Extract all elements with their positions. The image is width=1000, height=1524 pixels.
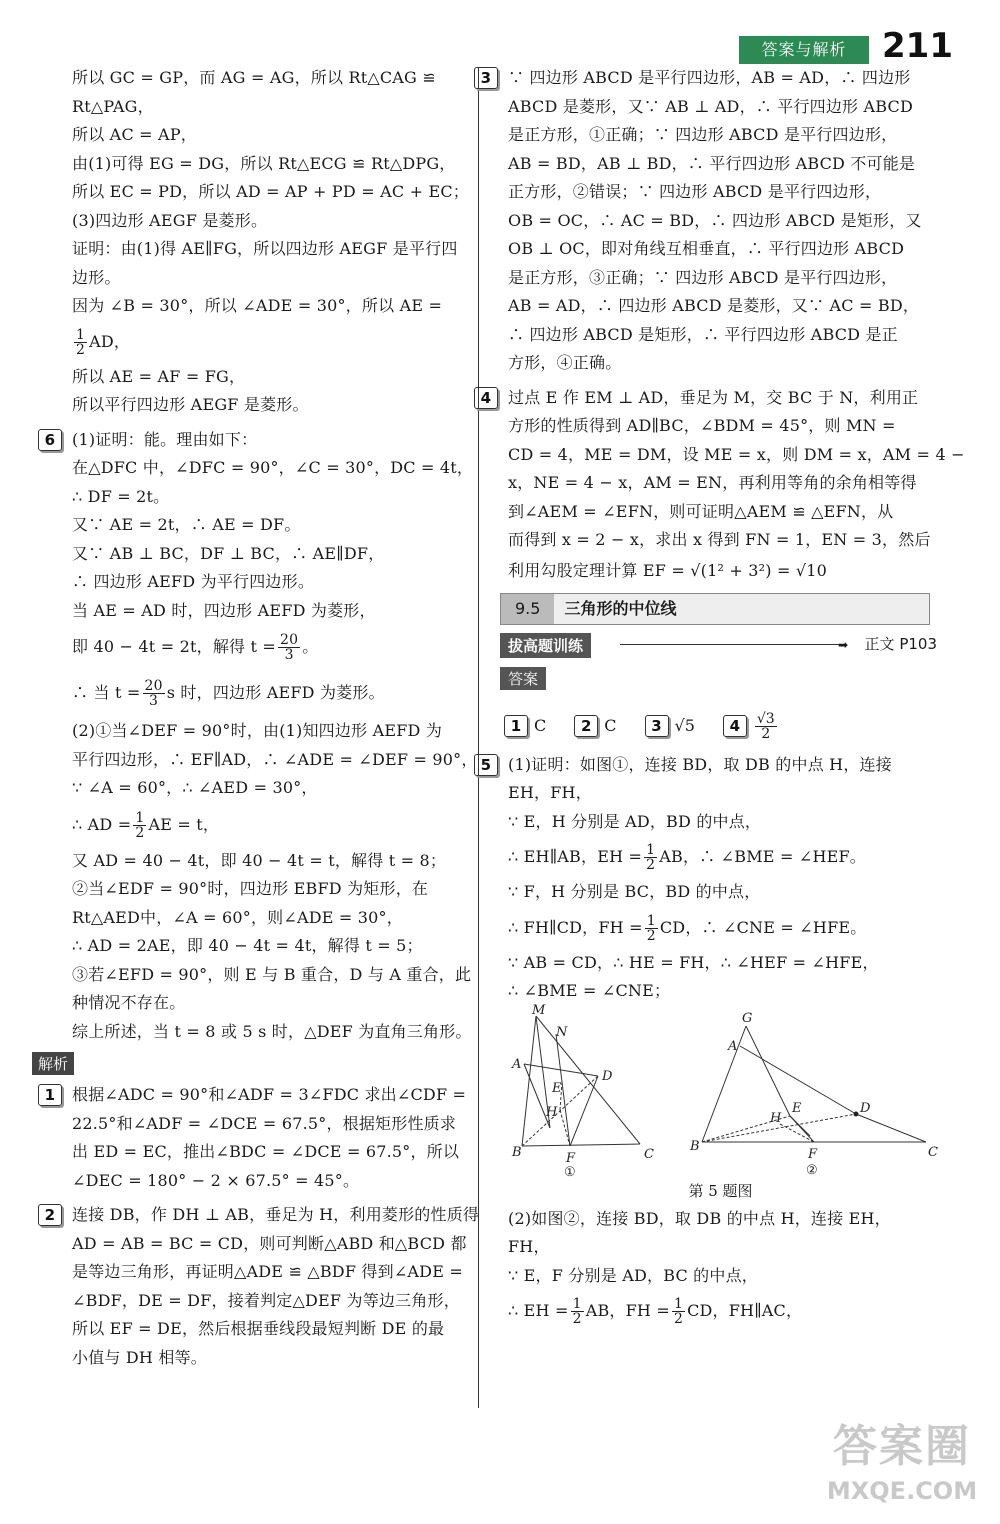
figure-line xyxy=(522,1144,640,1146)
point-label: G xyxy=(742,1010,753,1026)
fraction: $\frac{1}{2}$ xyxy=(673,1296,684,1327)
fraction: $\frac{20}{3}$ xyxy=(280,632,299,663)
text-line: ABCD 是菱形，又∵ AB ⊥ AD，∴ 平行四边形 ABCD xyxy=(508,96,914,116)
header-tag: 答案与解析 xyxy=(739,36,869,64)
text-line: ③若∠EFD = 90°，则 E 与 B 重合，D 与 A 重合，此 xyxy=(72,964,472,984)
analysis-label: 解析 xyxy=(72,1046,467,1075)
point-label: D xyxy=(860,1100,871,1116)
text-line: 又∵ AB ⊥ BC，DF ⊥ BC，∴ AE∥DF， xyxy=(72,543,385,563)
text-line: 边形。 xyxy=(72,267,121,287)
question-number: 6 xyxy=(38,429,62,451)
analysis-1: 1 根据∠ADC = 90°和∠ADF = 3∠FDC 求出∠CDF = xyxy=(72,1081,467,1110)
point-label: F xyxy=(808,1146,818,1162)
question-number: 2 xyxy=(38,1204,62,1226)
text-line: (2)如图②，连接 BD，取 DB 的中点 H，连接 EH， xyxy=(508,1208,891,1228)
point-label: A xyxy=(512,1056,522,1072)
figure-line xyxy=(856,1114,926,1142)
figure-line xyxy=(702,1026,746,1142)
text-line: (2)①当∠DEF = 90°时，由(1)知四边形 AEFD 为 xyxy=(72,721,443,740)
text-line: 到∠AEM = ∠EFN，则可证明△AEM ≌ △EFN，从 xyxy=(508,501,894,521)
left-column xyxy=(38,64,480,1372)
training-label: 拔高题训练 xyxy=(500,633,591,658)
text-line: ∵ AB = CD，∴ HE = FH，∴ ∠HEF = ∠HFE， xyxy=(508,952,879,972)
figure-2-labels xyxy=(689,1011,938,1178)
text-line: CD = 4，ME = DM，设 ME = x，则 DM = x，AM = 4 − xyxy=(508,444,965,464)
question-number: 3 xyxy=(474,67,498,89)
text-line: ∵ E，H 分别是 AD，BD 的中点， xyxy=(508,811,762,831)
figure-1 xyxy=(522,1016,640,1146)
mc-answer: 1 C xyxy=(504,715,546,737)
text-line: 是正方形，①正确；∵ 四边形 ABCD 是平行四边形， xyxy=(508,125,898,144)
text-line: (3)四边形 AEGF 是菱形。 xyxy=(72,210,268,230)
point-label: H xyxy=(770,1110,782,1126)
point-label: A xyxy=(728,1038,738,1054)
text-line: 因为 ∠B = 30°，所以 ∠ADE = 30°，所以 AE = xyxy=(72,296,443,315)
text-line: 小值与 DH 相等。 xyxy=(72,1347,207,1367)
text-line: ∴ FH∥CD，FH = $\frac{1}{2}$ CD，∴ ∠CNE = ∠HFE。 xyxy=(508,912,867,944)
figure-svg xyxy=(494,1002,938,1180)
figure-line xyxy=(522,1016,536,1146)
analysis-3: 3 ∵ 四边形 ABCD 是平行四边形，AB = AD，∴ 四边形 xyxy=(508,64,933,93)
figure-line xyxy=(536,1016,640,1144)
text-line: FH， xyxy=(508,1237,550,1256)
text-line: 证明：由(1)得 AE∥FG，所以四边形 AEGF 是平行四 xyxy=(72,239,458,258)
text-line: AD = AB = BC = CD，则可判断△ABD 和△BCD 都 xyxy=(72,1233,467,1253)
point-label: N xyxy=(556,1024,568,1040)
text-line: ∴ EH∥AB，EH = $\frac{1}{2}$ AB，∴ ∠BME = ∠HEF。 xyxy=(508,842,866,873)
text-line: 种情况不存在。 xyxy=(72,993,186,1012)
text-line: ∵ E，F 分别是 AD，BC 的中点， xyxy=(508,1265,758,1285)
figure-line xyxy=(780,1124,814,1142)
multiple-choice-answers xyxy=(504,712,933,741)
text-line: x，NE = 4 − x，AM = EN，再利用等角的余角相等得 xyxy=(508,473,917,492)
text-line: AB = AD，∴ 四边形 ABCD 是菱形，又∵ AC = BD， xyxy=(508,296,920,315)
section-number: 9.5 xyxy=(501,594,554,624)
text-line: 方形，④正确。 xyxy=(508,353,622,372)
text-line: OB = OC，∴ AC = BD，∴ 四边形 ABCD 是矩形，又 xyxy=(508,210,922,230)
section-header xyxy=(500,593,930,625)
mc-answer: 2 C xyxy=(574,715,616,737)
text-line: 在△DFC 中，∠DFC = 90°，∠C = 30°，DC = 4t， xyxy=(72,458,474,477)
training-bar xyxy=(500,629,937,661)
text-line: ∴ EH = $\frac{1}{2}$ AB，FH = $\frac{1}{2}$ CD，FH∥AC， xyxy=(508,1296,803,1327)
point-label: E xyxy=(792,1100,802,1116)
fraction: $\frac{20}{3}$ xyxy=(144,678,163,709)
geometry-figures xyxy=(494,1002,938,1180)
text-line: ②当∠EDF = 90°时，四边形 EBFD 为矩形，在 xyxy=(72,879,429,898)
fraction: $\frac{1}{2}$ xyxy=(646,912,656,944)
point-label: B xyxy=(512,1144,522,1160)
answer-label: 答案 xyxy=(508,661,933,690)
text-line: 22.5°和∠ADF = ∠DCE = 67.5°，根据矩形性质求 xyxy=(72,1113,457,1133)
text-line: ∴ ∠BME = ∠CNE； xyxy=(508,981,671,1000)
text-line: 所以 GC = GP，而 AG = AG，所以 Rt△CAG ≌ xyxy=(72,68,436,87)
mc-answer: 3 √5 xyxy=(645,715,695,737)
text-line: ∠DEC = 180° − 2 × 67.5° = 45°。 xyxy=(72,1170,360,1190)
text-line: ∴ AD = $\frac{1}{2}$ AE = t， xyxy=(72,809,220,841)
figure-tag: ② xyxy=(806,1162,818,1178)
text-line: 所以平行四边形 AEGF 是菱形。 xyxy=(72,395,309,414)
text-line: 由(1)可得 EG = DG，所以 Rt△ECG ≌ Rt△DPG， xyxy=(72,153,456,173)
fraction: $\frac{1}{2}$ xyxy=(135,809,145,841)
analysis-4: 4 过点 E 作 EM ⊥ AD，垂足为 M，交 BC 于 N，利用正 xyxy=(508,384,933,413)
analysis-2: 2 连接 DB，作 DH ⊥ AB，垂足为 H，利用菱形的性质得 xyxy=(72,1201,467,1230)
text-line: 所以 AE = AF = FG， xyxy=(72,366,246,386)
text-line: 即 40 − 4t = 2t，解得 t = $\frac{20}{3}$ 。 xyxy=(72,632,319,663)
figure-1-labels xyxy=(511,1003,654,1180)
figure-line xyxy=(560,1110,570,1146)
text-line: 所以 EF = DE，然后根据垂线段最短判断 DE 的最 xyxy=(72,1319,445,1338)
text-line: ∴ 四边形 AEFD 为平行四边形。 xyxy=(72,572,315,591)
point-label: H xyxy=(546,1104,558,1120)
text-line: ∴ 四边形 ABCD 是矩形，∴ 平行四边形 ABCD 是正 xyxy=(508,324,898,344)
point-label: F xyxy=(566,1150,576,1166)
text-line: $\frac{1}{2}$ AD， xyxy=(76,326,131,358)
text-line: ∠BDF，DE = DF，接着判定△DEF 为等边三角形， xyxy=(72,1290,460,1310)
text-line: AB = BD，AB ⊥ BD，∴ 平行四边形 ABCD 不可能是 xyxy=(508,153,916,173)
question-number: 5 xyxy=(474,754,498,776)
text-line: ∴ AD = 2AE，即 40 − 4t = 4t，解得 t = 5； xyxy=(72,936,423,955)
question-number: 1 xyxy=(38,1084,62,1106)
text-line: 而得到 x = 2 − x，求出 x 得到 FN = 1，EN = 3，然后 xyxy=(508,530,931,549)
fraction: $\frac{1}{2}$ xyxy=(76,326,86,358)
text-line: 综上所述，当 t = 8 或 5 s 时，△DEF 为直角三角形。 xyxy=(72,1021,472,1041)
text-line: ∵ F，H 分别是 BC，BD 的中点， xyxy=(508,882,761,901)
textbook-reference: 正文 P103 xyxy=(864,634,937,653)
mc-answer: 4 $\frac{√3}{2}$ xyxy=(723,712,779,741)
figure-tag: ① xyxy=(564,1164,576,1180)
watermark-logo: 答案圈 MXQE.COM xyxy=(826,1421,978,1505)
point-label: M xyxy=(532,1002,546,1018)
point-label: E xyxy=(552,1080,562,1096)
text-line: 是等边三角形，再证明△ADE ≌ △BDF 得到∠ADE = xyxy=(72,1262,463,1281)
text-line: 当 AE = AD 时，四边形 AEFD 为菱形， xyxy=(72,600,376,620)
text-line: 平行四边形，∴ EF∥AD，∴ ∠ADE = ∠DEF = 90°， xyxy=(72,749,478,769)
text-line: 方形的性质得到 AD∥BC，∠BDM = 45°，则 MN = xyxy=(508,416,896,435)
question-5: 5 (1)证明：如图①，连接 BD，取 DB 的中点 H，连接 xyxy=(508,751,933,780)
section-title: 三角形的中位线 xyxy=(564,598,677,618)
point-label: B xyxy=(690,1138,700,1154)
text-line: 出 ED = EC，推出∠BDC = ∠DCE = 67.5°，所以 xyxy=(72,1142,460,1161)
fraction: $\frac{1}{2}$ xyxy=(572,1296,582,1327)
figure-line xyxy=(570,1076,598,1146)
text-line: OB ⊥ OC，即对角线互相垂直，∴ 平行四边形 ABCD xyxy=(508,239,905,258)
text-line: ∵ ∠A = 60°，∴ ∠AED = 30°， xyxy=(72,778,318,797)
text-line: Rt△PAG， xyxy=(72,96,154,116)
question-number: 4 xyxy=(474,387,498,409)
text-line: ∴ 当 t = $\frac{20}{3}$ s 时，四边形 AEFD 为菱形。 xyxy=(72,678,385,709)
point-dot xyxy=(854,1111,859,1116)
point-label: C xyxy=(928,1144,938,1160)
page-number: 211 xyxy=(882,26,953,66)
text-line: 是正方形，③正确；∵ 四边形 ABCD 是平行四边形， xyxy=(508,267,898,287)
figure-line xyxy=(790,1116,814,1142)
text-line: 又 AD = 40 − 4t，即 40 − 4t = t，解得 t = 8； xyxy=(72,850,447,870)
arrow-right-icon: ➡ xyxy=(838,637,849,652)
arrow-line xyxy=(620,644,842,645)
point-label: C xyxy=(644,1146,654,1162)
text-line: 利用勾股定理计算 EF = √(1² + 3²) = √10 xyxy=(508,560,828,580)
question-6: 6 (1)证明：能。理由如下： xyxy=(72,426,467,455)
text-line: ∴ DF = 2t。 xyxy=(72,486,170,506)
figure-caption: 第 5 题图 xyxy=(688,1181,753,1200)
text-line: 又∵ AE = 2t，∴ AE = DF。 xyxy=(72,515,301,534)
text-line: 所以 EC = PD，所以 AD = AP + PD = AC + EC； xyxy=(72,182,469,201)
point-label: D xyxy=(602,1068,613,1084)
text-line: 所以 AC = AP， xyxy=(72,125,197,144)
text-line: 正方形，②错误；∵ 四边形 ABCD 是平行四边形， xyxy=(508,182,882,201)
text-line: EH，FH， xyxy=(508,783,592,802)
text-line: Rt△AED中，∠A = 60°，则∠ADE = 30°， xyxy=(72,907,403,927)
right-column xyxy=(480,64,965,1332)
fraction: $\frac{1}{2}$ xyxy=(646,842,656,873)
